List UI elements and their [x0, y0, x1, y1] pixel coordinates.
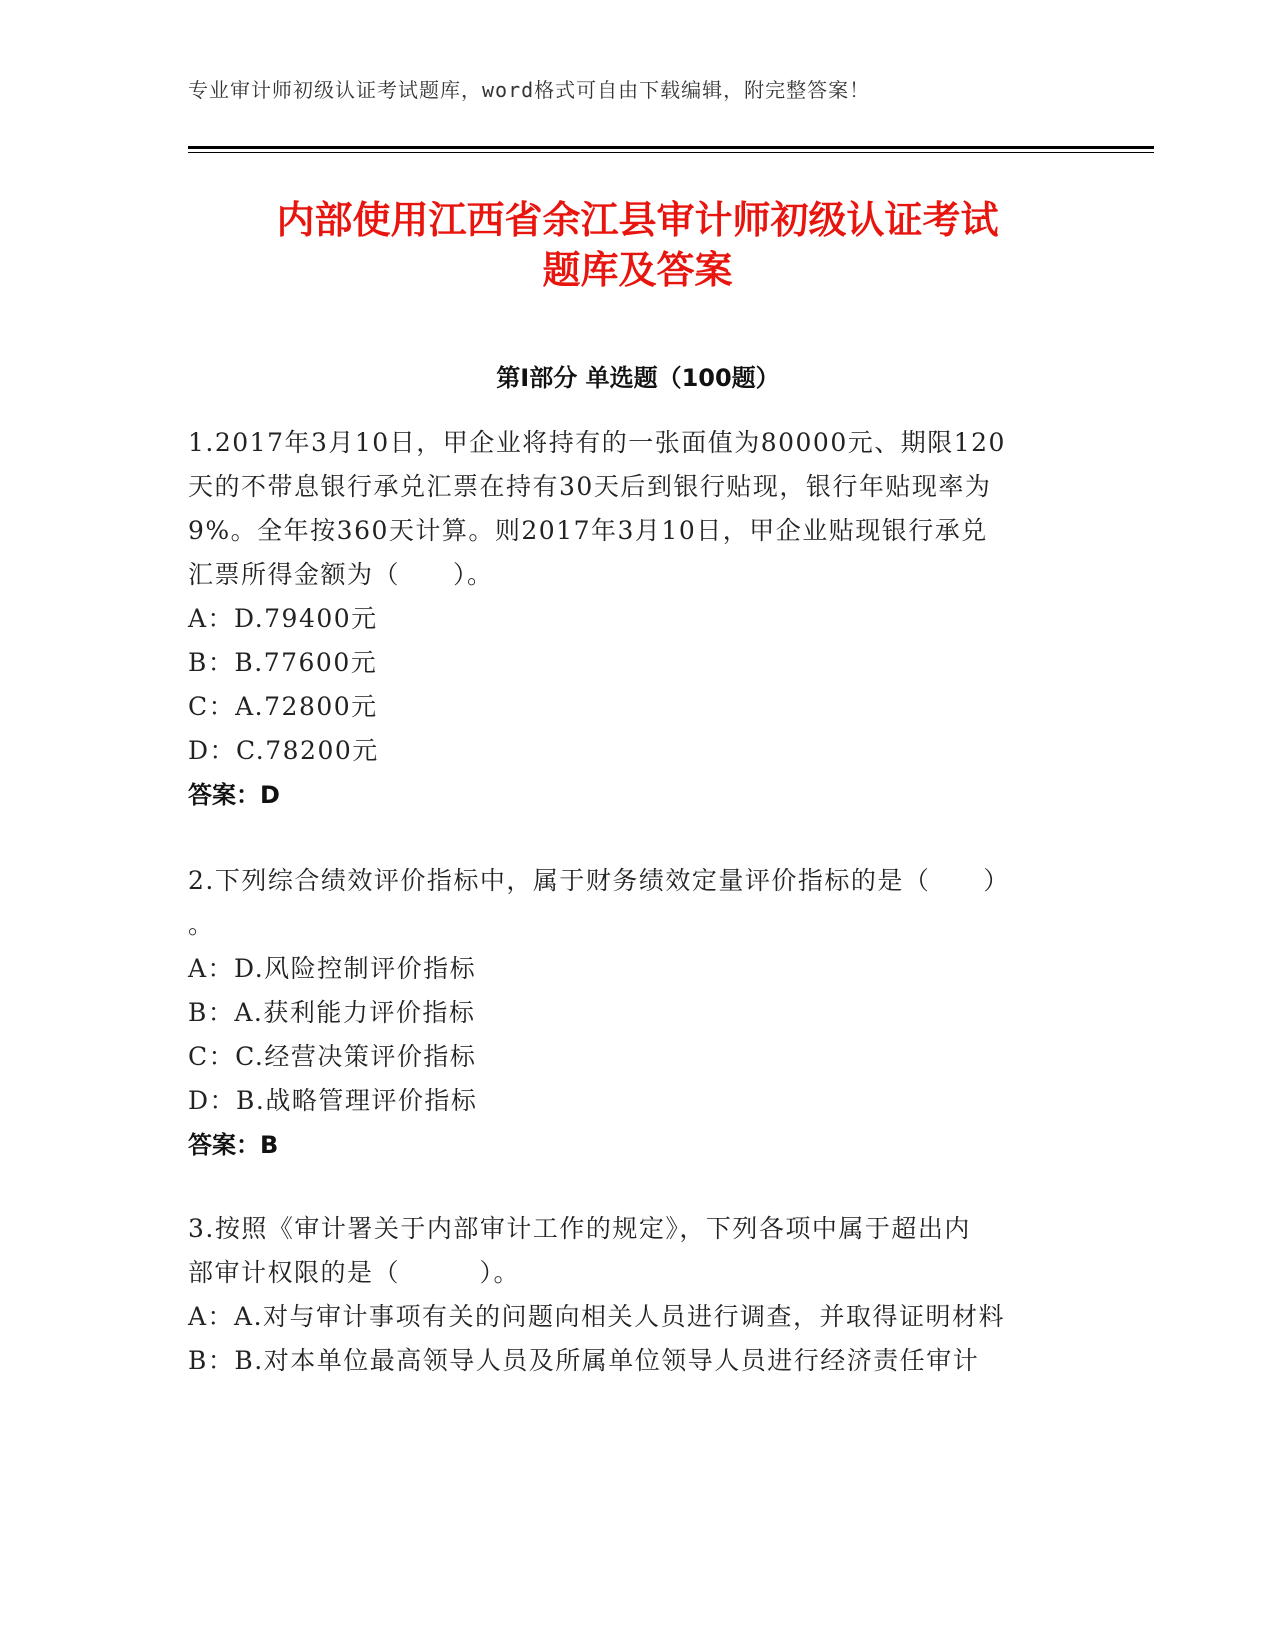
header-note: 专业审计师初级认证考试题库，word格式可自由下载编辑，附完整答案！ — [188, 78, 871, 102]
question-1-option-a: A：D.79400元 — [188, 604, 378, 633]
title-line-1: 内部使用江西省余江县审计师初级认证考试 — [276, 198, 999, 242]
question-3-option-b: B：B.对本单位最高领导人员及所属单位领导人员进行经济责任审计 — [188, 1346, 980, 1375]
question-1-line: 汇票所得金额为（ ）。 — [188, 560, 494, 589]
question-3-line: 部审计权限的是（ ）。 — [188, 1258, 521, 1287]
question-2-line: 。 — [188, 910, 215, 939]
document-title — [150, 195, 1125, 295]
question-1-option-b: B：B.77600元 — [188, 648, 378, 677]
question-1-line: 9%。全年按360天计算。则2017年3月10日，甲企业贴现银行承兑 — [188, 516, 988, 545]
section-heading: 第Ⅰ部分 单选题（100题） — [496, 364, 780, 392]
question-1-option-d: D：C.78200元 — [188, 736, 379, 765]
question-3-option-a: A：A.对与审计事项有关的问题向相关人员进行调查，并取得证明材料 — [188, 1302, 1006, 1331]
question-2-option-c: C：C.经营决策评价指标 — [188, 1042, 477, 1071]
question-1-line: 天的不带息银行承兑汇票在持有30天后到银行贴现，银行年贴现率为 — [188, 472, 992, 501]
question-1-option-c: C：A.72800元 — [188, 692, 378, 721]
question-3-line: 3.按照《审计署关于内部审计工作的规定》，下列各项中属于超出内 — [188, 1214, 971, 1243]
header-rule-thin — [188, 152, 1154, 153]
question-2-option-d: D：B.战略管理评价指标 — [188, 1086, 478, 1115]
question-2-answer: 答案：B — [188, 1131, 279, 1159]
header-rule-thick — [188, 146, 1154, 149]
question-2-option-a: A：D.风险控制评价指标 — [188, 954, 477, 983]
question-1-answer: 答案：D — [188, 781, 280, 809]
title-line-2: 题库及答案 — [542, 248, 733, 292]
question-2-line: 2.下列综合绩效评价指标中，属于财务绩效定量评价指标的是（ ） — [188, 866, 1010, 895]
question-2-option-b: B：A.获利能力评价指标 — [188, 998, 476, 1027]
question-1-line: 1.2017年3月10日，甲企业将持有的一张面值为80000元、期限120 — [188, 428, 1006, 457]
